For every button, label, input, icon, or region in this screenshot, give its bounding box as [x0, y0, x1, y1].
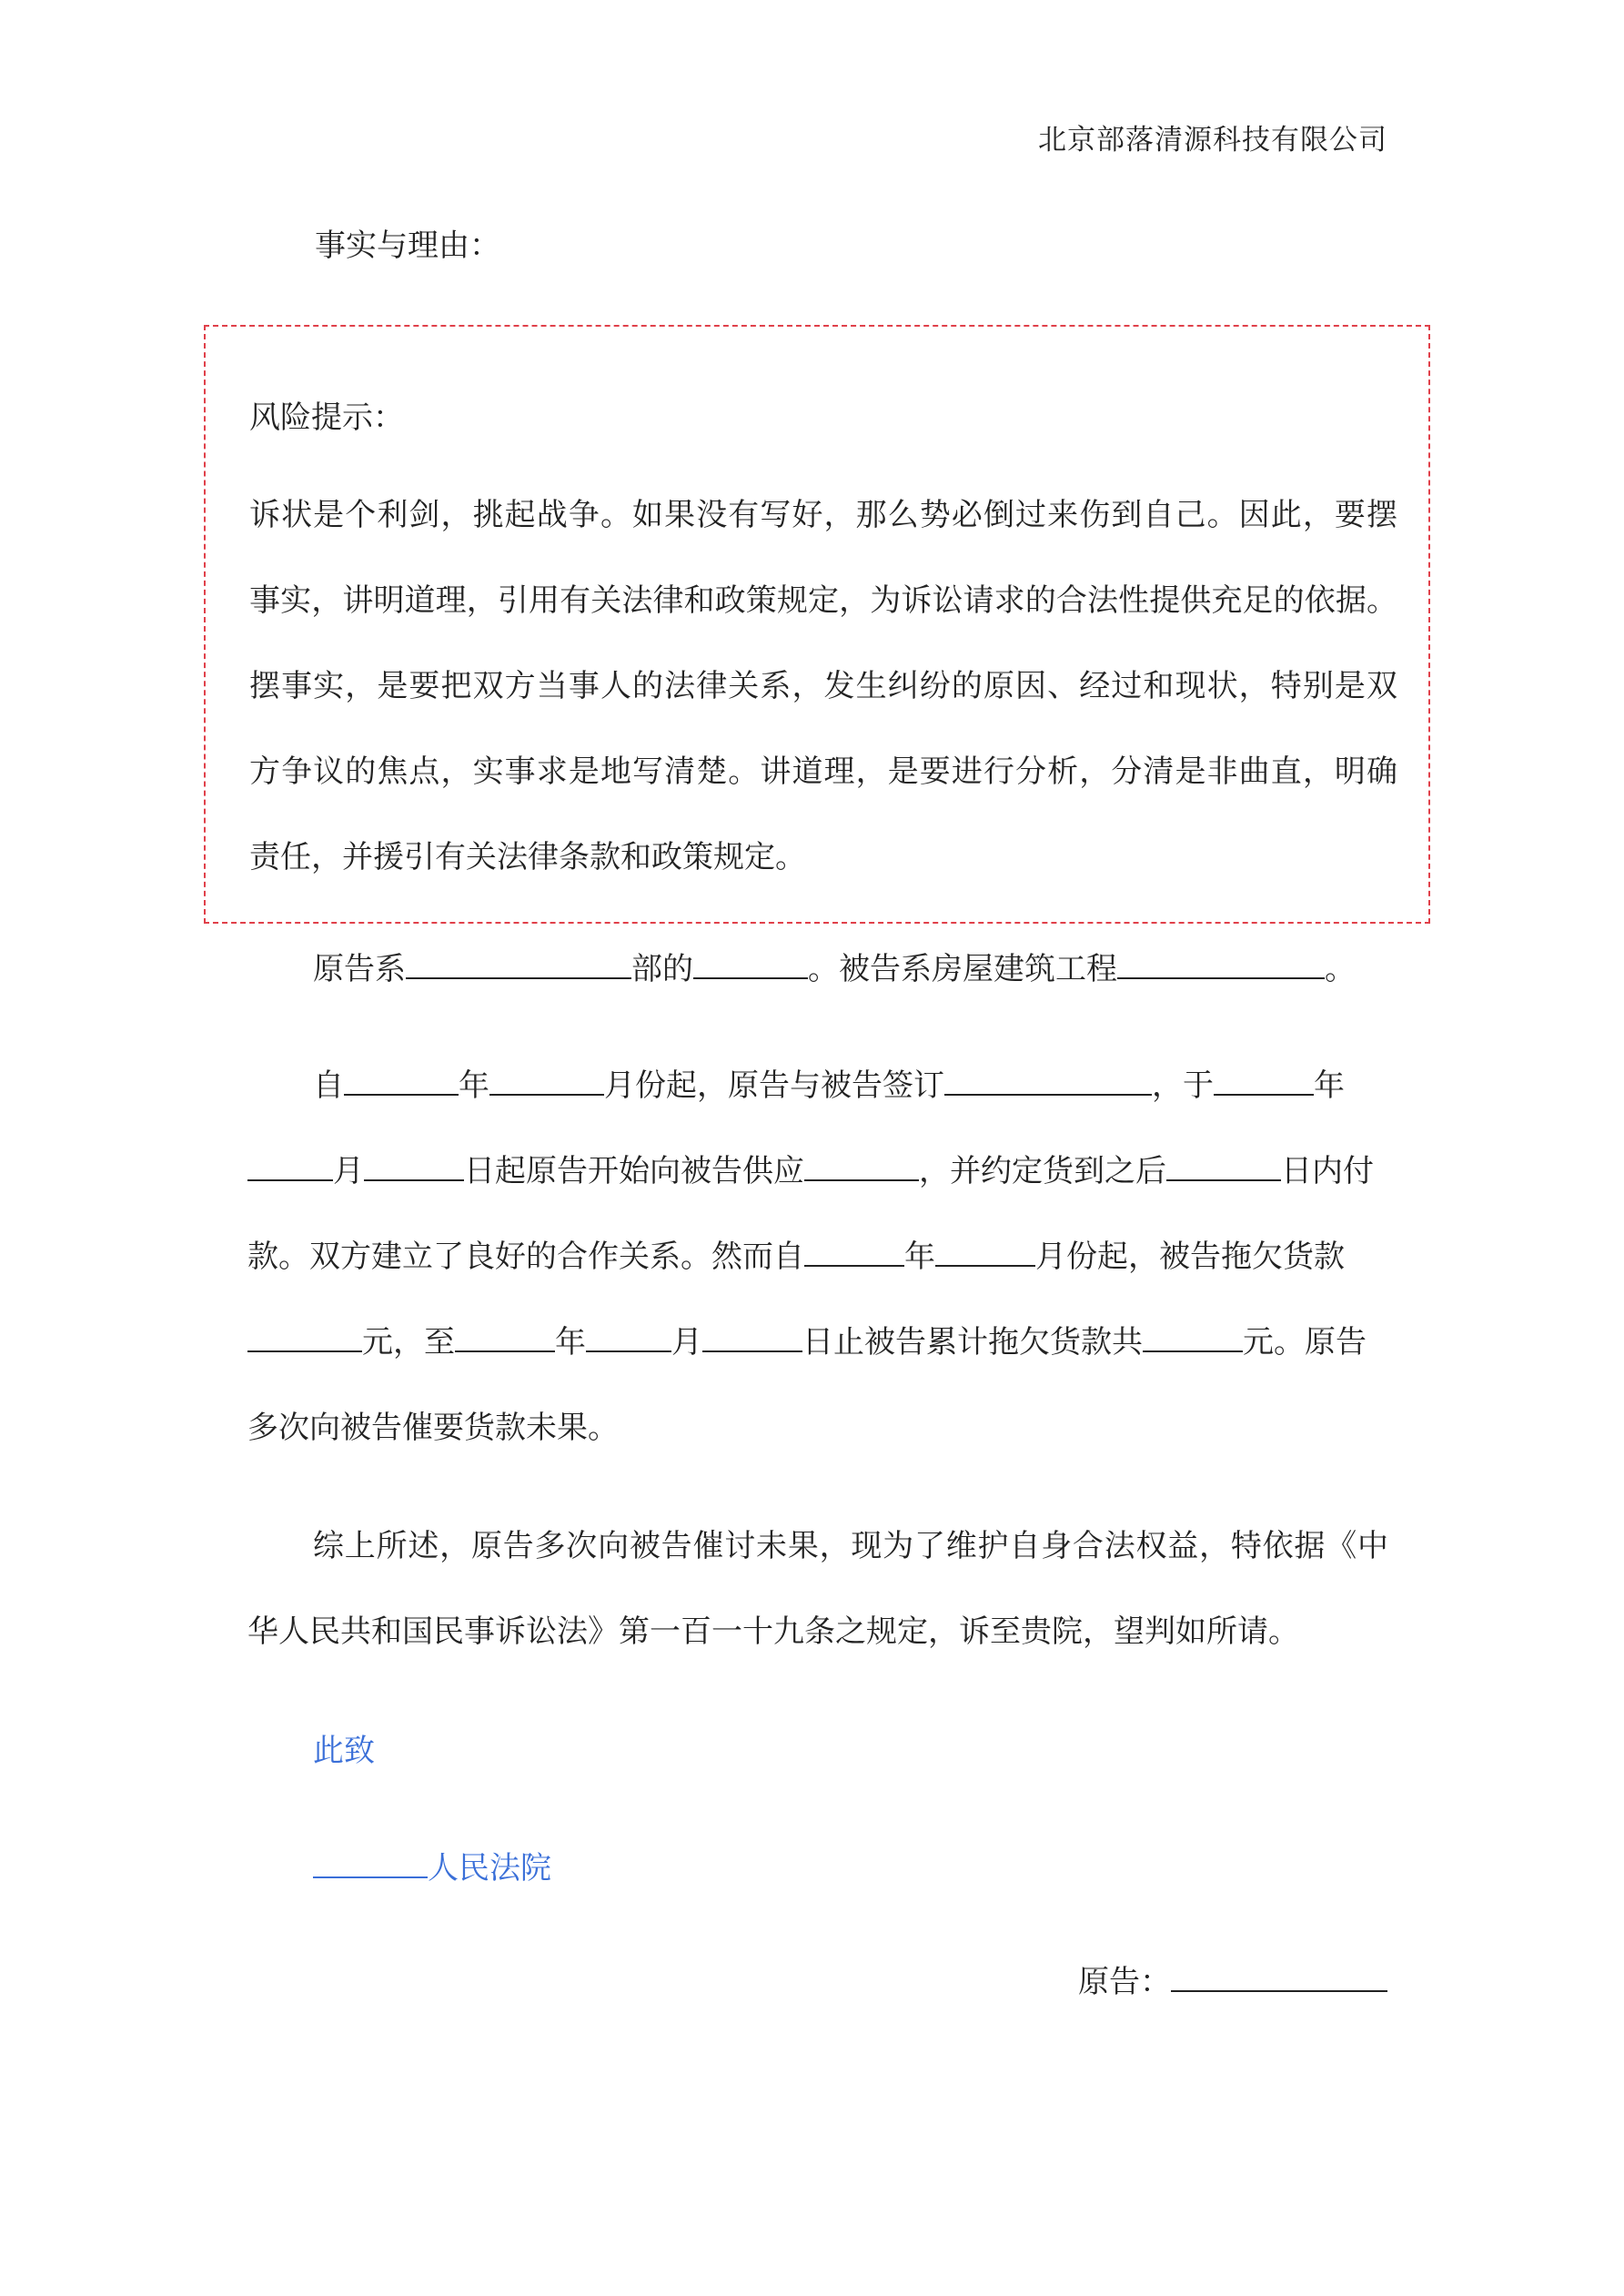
risk-line: 责任，并援引有关法律条款和政策规定。 [249, 839, 806, 875]
fill-blank[interactable] [489, 1067, 604, 1096]
text-segment: 。被告系房屋建筑工程 [808, 951, 1117, 987]
text-segment: 日起原告开始向被告供应 [464, 1153, 804, 1189]
fill-blank[interactable] [1166, 1152, 1281, 1181]
paragraph-line [247, 1128, 1388, 1214]
fill-blank[interactable] [944, 1067, 1152, 1096]
closing-salute: 此致 [313, 1733, 375, 1769]
fill-blank[interactable] [586, 1323, 671, 1352]
header-company-name: 北京部落清源科技有限公司 [1038, 124, 1387, 157]
paragraph-line: 综上所述，原告多次向被告催讨未果，现为了维护自身合法权益，特依据《中 [313, 1528, 1388, 1564]
text-segment: 。 [1325, 951, 1356, 987]
fill-blank[interactable] [1214, 1067, 1314, 1096]
risk-notice-title: 风险提示： [249, 400, 404, 436]
risk-line: 诉状是个利剑，挑起战争。如果没有写好，那么势必倒过来伤到自己。因此，要摆 [249, 497, 1397, 533]
text-segment: ，并约定货到之后 [919, 1153, 1166, 1189]
text-segment: 自 [313, 1067, 344, 1104]
text-segment: 月份起，原告与被告签订 [604, 1067, 944, 1104]
text-segment: 年 [459, 1067, 489, 1104]
paragraph-facts [247, 1043, 1388, 1471]
fill-blank[interactable] [804, 1238, 904, 1267]
paragraph-line: 华人民共和国民事诉讼法》第一百一十九条之规定，诉至贵院，望判如所请。 [247, 1613, 1299, 1650]
risk-line: 事实，讲明道理，引用有关法律和政策规定，为诉讼请求的合法性提供充足的依据。 [249, 582, 1397, 619]
paragraph-summary [247, 1503, 1388, 1674]
risk-line: 方争议的焦点，实事求是地写清楚。讲道理，是要进行分析，分清是非曲直，明确 [249, 754, 1397, 790]
fill-blank[interactable] [935, 1238, 1035, 1267]
risk-notice-box [204, 325, 1430, 924]
court-suffix: 人民法院 [428, 1850, 551, 1886]
text-segment: 元，至 [362, 1324, 455, 1360]
fill-blank[interactable] [1143, 1323, 1243, 1352]
fill-blank[interactable] [702, 1323, 802, 1352]
paragraph-line: 多次向被告催要货款未果。 [247, 1410, 619, 1446]
paragraph-line [247, 1214, 1388, 1300]
text-segment: 日内付 [1281, 1153, 1374, 1189]
closing-court [313, 1843, 551, 1887]
plaintiff-label: 原告： [1078, 1964, 1171, 2000]
text-segment: 月 [333, 1153, 364, 1189]
risk-line: 摆事实，是要把双方当事人的法律关系，发生纠纷的原因、经过和现状，特别是双 [249, 668, 1397, 704]
text-segment: 款。双方建立了良好的合作关系。然而自 [247, 1239, 804, 1275]
text-segment: 部的 [631, 951, 693, 987]
fill-blank[interactable] [804, 1152, 919, 1181]
text-segment: 原告系 [313, 951, 406, 987]
text-segment: 元。原告 [1243, 1324, 1367, 1360]
text-segment: 月份起，被告拖欠货款 [1035, 1239, 1345, 1275]
paragraph-line [247, 1300, 1388, 1385]
fill-blank[interactable] [313, 1849, 428, 1878]
paragraph-line [247, 926, 1388, 1012]
paragraph-line [247, 1043, 1388, 1128]
paragraph-parties [247, 926, 1388, 1012]
fill-blank[interactable] [455, 1323, 555, 1352]
fill-blank[interactable] [693, 950, 808, 979]
fill-blank[interactable] [364, 1152, 464, 1181]
text-segment: 年 [904, 1239, 935, 1275]
text-segment: 年 [1314, 1067, 1345, 1104]
plaintiff-signature [1078, 1957, 1387, 2001]
text-segment: 月 [671, 1324, 702, 1360]
fill-blank[interactable] [406, 950, 631, 979]
fill-blank[interactable] [1171, 1963, 1387, 1992]
section-title: 事实与理由： [315, 228, 500, 264]
fill-blank[interactable] [344, 1067, 459, 1096]
fill-blank[interactable] [247, 1323, 362, 1352]
risk-notice-body [249, 472, 1397, 900]
text-segment: ，于 [1152, 1067, 1214, 1104]
fill-blank[interactable] [247, 1152, 333, 1181]
text-segment: 年 [555, 1324, 586, 1360]
fill-blank[interactable] [1117, 950, 1325, 979]
text-segment: 日止被告累计拖欠货款共 [802, 1324, 1143, 1360]
